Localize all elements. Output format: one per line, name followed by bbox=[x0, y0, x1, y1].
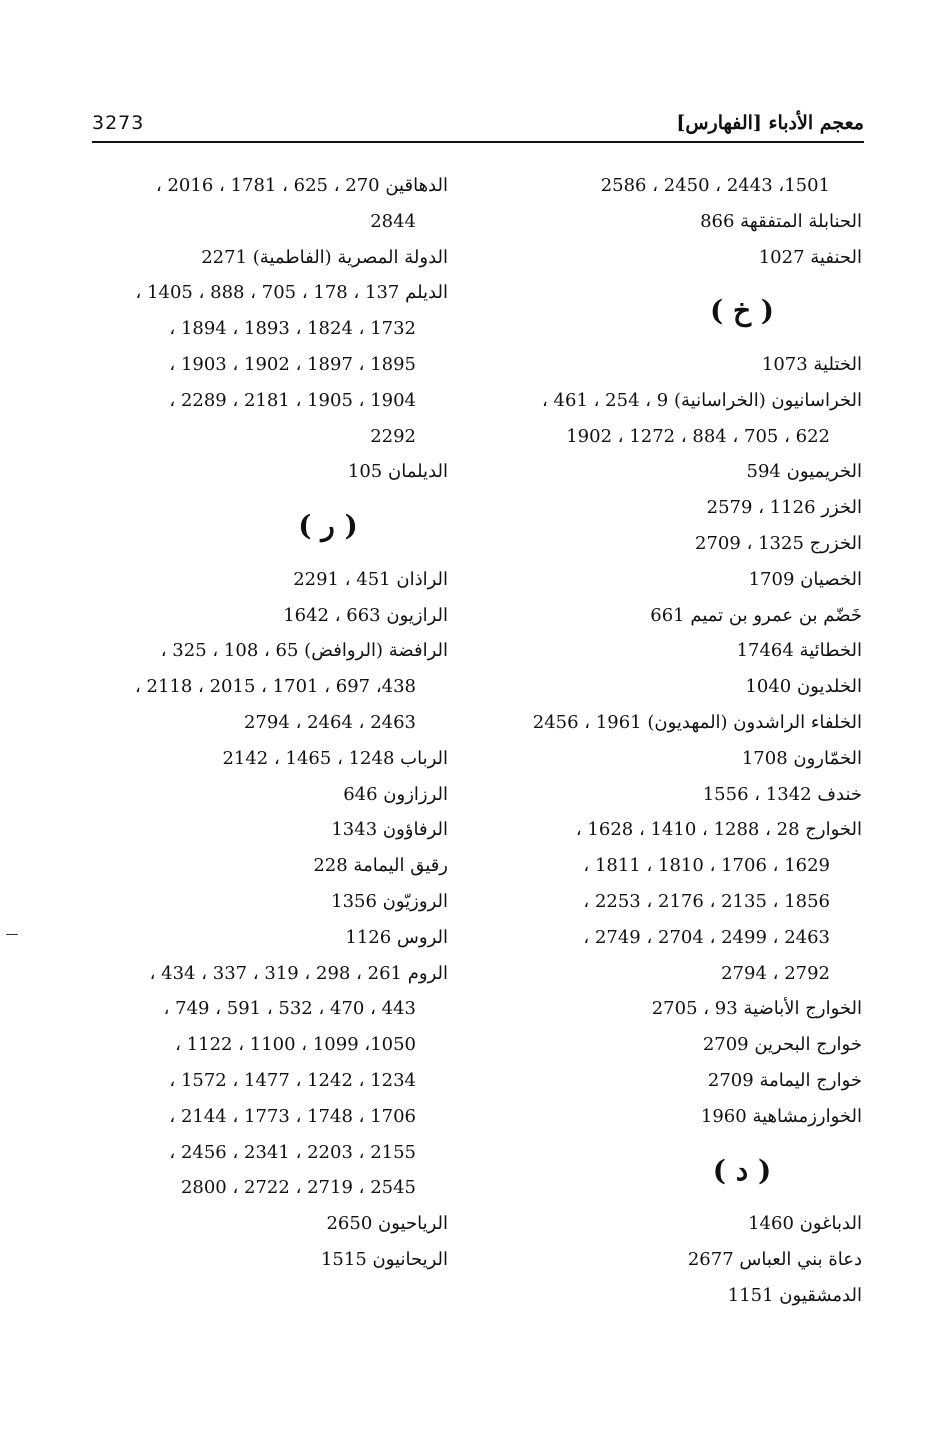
index-entry: الرازيون 663 ، 1642 bbox=[283, 604, 448, 626]
index-entry-continuation: 1050، 1099 ، 1100 ، 1122 ، bbox=[175, 1034, 416, 1056]
index-entry: الخوارج الأباضية 93 ، 2705 bbox=[651, 998, 862, 1020]
index-entry: الدولة المصرية (الفاطمية) 2271 bbox=[201, 246, 448, 268]
index-entry: رقيق اليمامة 228 bbox=[313, 855, 448, 877]
index-entry: الروس 1126 bbox=[345, 926, 448, 948]
index-entry-continuation: 1856 ، 2135 ، 2176 ، 2253 ، bbox=[583, 890, 830, 912]
page-number: 3273 bbox=[92, 112, 145, 134]
index-entry-continuation: 2463 ، 2499 ، 2704 ، 2749 ، bbox=[583, 926, 830, 948]
index-entry: الخوارج 28 ، 1288 ، 1410 ، 1628 ، bbox=[575, 819, 862, 841]
index-entry: الخزرج 1325 ، 2709 bbox=[695, 532, 862, 554]
index-entry-continuation: 1732 ، 1824 ، 1893 ، 1894 ، bbox=[169, 318, 416, 340]
index-entry: الدمشقيون 1151 bbox=[727, 1284, 862, 1306]
index-entry-continuation: 438، 697 ، 1701 ، 2015 ، 2118 ، bbox=[134, 676, 416, 698]
index-entry-continuation: 443 ، 470 ، 532 ، 591 ، 749 ، bbox=[163, 998, 416, 1020]
index-entry: الخراسانيون (الخراسانية) 9 ، 254 ، 461 ، bbox=[542, 389, 862, 411]
index-entry: الخلديون 1040 bbox=[745, 676, 862, 698]
index-entry-continuation: 2844 bbox=[370, 210, 416, 232]
index-entry: الحنفية 1027 bbox=[758, 246, 862, 268]
index-entry: الرياحيون 2650 bbox=[326, 1213, 448, 1235]
index-entry: خندف 1342 ، 1556 bbox=[702, 783, 862, 805]
index-column-right bbox=[502, 168, 862, 1314]
index-entry: الخصيان 1709 bbox=[748, 568, 862, 590]
index-entry: دعاة بني العباس 2677 bbox=[687, 1248, 862, 1270]
index-entry: الراذان 451 ، 2291 bbox=[293, 568, 448, 590]
index-entry: الخريميون 594 bbox=[746, 461, 862, 483]
index-entry: الخلفاء الراشدون (المهديون) 1961 ، 2456 bbox=[532, 711, 862, 733]
index-entry: الختلية 1073 bbox=[761, 353, 862, 375]
index-entry: الخطائية 17464 bbox=[736, 640, 862, 662]
index-entry: الحنابلة المتفقهة 866 bbox=[700, 210, 862, 232]
index-entry-continuation: 622 ، 705 ، 884 ، 1272 ، 1902 bbox=[566, 425, 830, 447]
index-column-left bbox=[88, 168, 448, 1278]
index-entry-continuation: 1501، 2443 ، 2450 ، 2586 bbox=[600, 175, 830, 196]
index-entry-continuation: 1706 ، 1748 ، 1773 ، 2144 ، bbox=[169, 1105, 416, 1127]
index-entry-continuation: 1629 ، 1706 ، 1810 ، 1811 ، bbox=[583, 855, 830, 877]
index-entry: الدباغون 1460 bbox=[748, 1213, 862, 1235]
letter-heading: ( د ) bbox=[712, 1153, 772, 1187]
index-entry: خوارج البحرين 2709 bbox=[702, 1034, 862, 1056]
book-title: معجم الأدباء [الفهارس] bbox=[676, 112, 864, 134]
index-entry: الخمّارون 1708 bbox=[741, 747, 862, 769]
index-entry: الخوارزمشاهية 1960 bbox=[700, 1105, 862, 1127]
index-entry: الرزازون 646 bbox=[343, 783, 448, 805]
index-entry: الديلم 137 ، 178 ، 705 ، 888 ، 1405 ، bbox=[135, 282, 448, 304]
index-entry-continuation: 1895 ، 1897 ، 1902 ، 1903 ، bbox=[169, 353, 416, 375]
index-entry-continuation: 1234 ، 1242 ، 1477 ، 1572 ، bbox=[169, 1069, 416, 1091]
header-divider bbox=[92, 141, 864, 143]
index-entry-continuation: 1904 ، 1905 ، 2181 ، 2289 ، bbox=[169, 389, 416, 411]
letter-heading: ( ر ) bbox=[298, 509, 358, 543]
index-entry-continuation: 2292 bbox=[370, 425, 416, 447]
index-entry: الروزيّون 1356 bbox=[331, 890, 448, 912]
index-entry: الرافضة (الروافض) 65 ، 108 ، 325 ، bbox=[160, 640, 448, 662]
index-entry: خوارج اليمامة 2709 bbox=[707, 1069, 862, 1091]
index-entry: الخزر 1126 ، 2579 bbox=[706, 497, 862, 519]
index-entry: الديلمان 105 bbox=[347, 461, 448, 483]
index-entry: الرباب 1248 ، 1465 ، 2142 bbox=[222, 747, 448, 769]
page-header bbox=[92, 112, 864, 140]
index-entry-continuation: 2545 ، 2719 ، 2722 ، 2800 bbox=[180, 1177, 416, 1199]
index-entry: الرفاؤون 1343 bbox=[331, 819, 448, 841]
index-entry: خَضّم بن عمرو بن تميم 661 bbox=[650, 604, 862, 626]
index-entry-continuation: 2155 ، 2203 ، 2341 ، 2456 ، bbox=[169, 1141, 416, 1163]
letter-heading: ( خ ) bbox=[709, 294, 775, 328]
index-entry-continuation: 2792 ، 2794 bbox=[721, 962, 830, 984]
index-entry: الريحانيون 1515 bbox=[320, 1248, 448, 1270]
index-entry: الدهاقين 270 ، 625 ، 1781 ، 2016 ، bbox=[155, 175, 448, 196]
margin-mark bbox=[6, 934, 18, 935]
index-entry-continuation: 2463 ، 2464 ، 2794 bbox=[244, 711, 416, 733]
index-entry: الروم 261 ، 298 ، 319 ، 337 ، 434 ، bbox=[149, 962, 448, 984]
